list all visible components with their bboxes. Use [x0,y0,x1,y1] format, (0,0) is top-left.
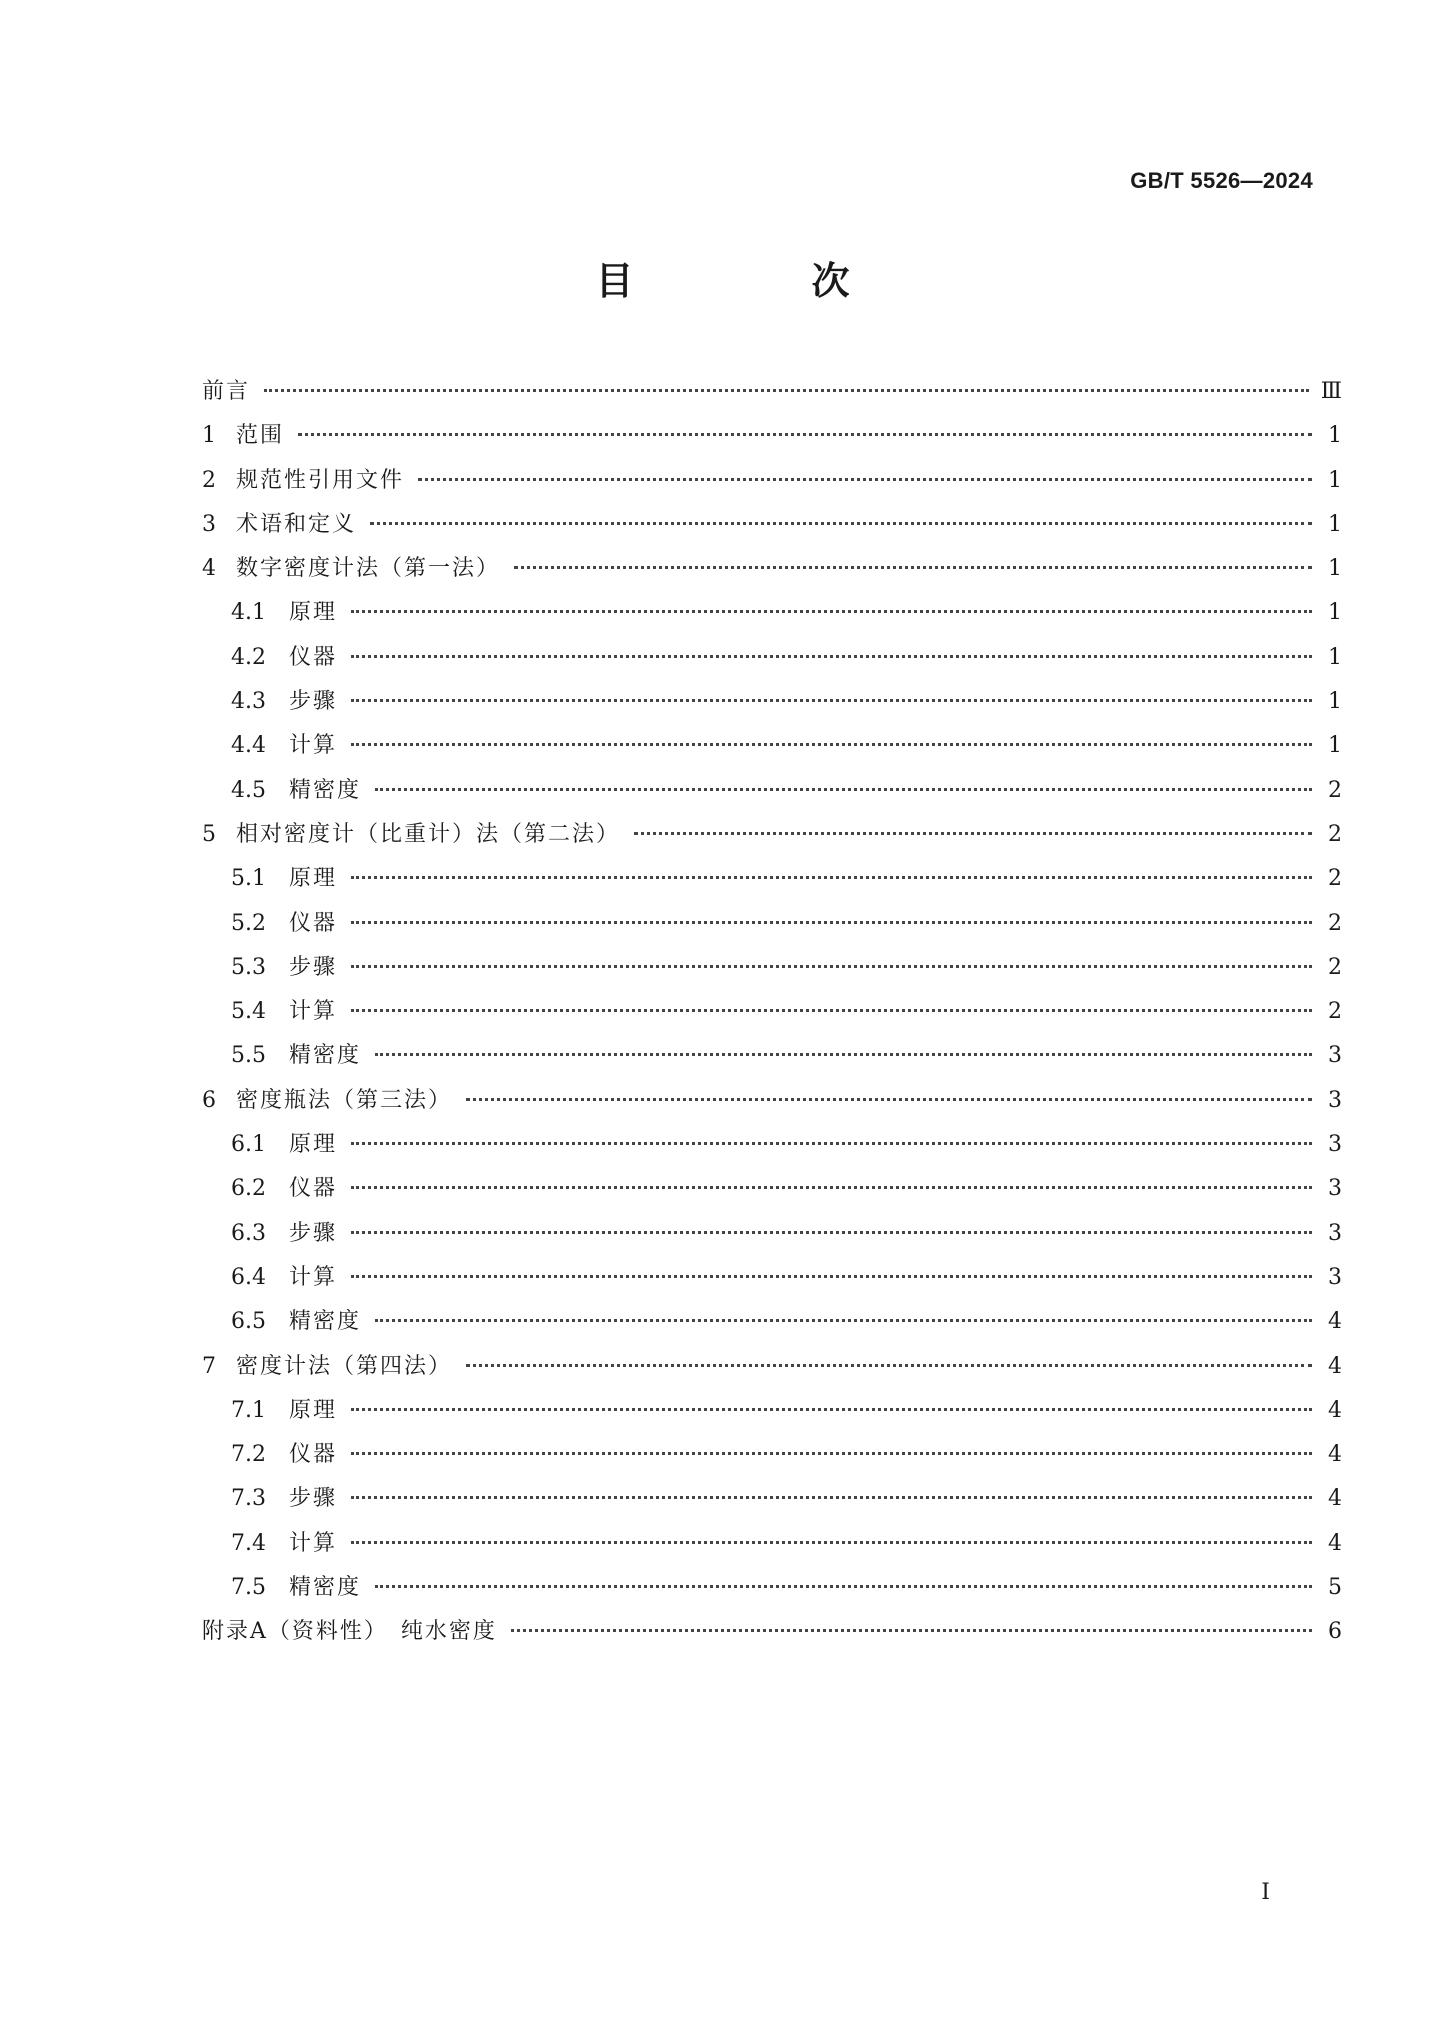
toc-entry-label: 精密度 [289,1043,362,1069]
toc-entry[interactable] [202,1566,1342,1610]
toc-entry[interactable] [202,1034,1342,1078]
toc-entry-label: 密度瓶法（第三法） [236,1087,453,1113]
toc-entry-page: 3 [1328,1087,1342,1113]
toc-entry-label: 原理 [289,600,338,626]
toc-entry-label: 前言 [202,379,251,404]
toc-entry-page: 3 [1328,1264,1342,1290]
toc-entry[interactable] [202,1522,1342,1566]
toc-entry-number: 2 [202,467,216,493]
toc-dot-leader [351,1275,1312,1278]
toc-entry[interactable] [202,813,1342,857]
toc-entry-label: 术语和定义 [236,511,357,537]
toc-entry-page: 2 [1328,999,1342,1025]
toc-dot-leader [466,1098,1312,1101]
toc-entry-label: 计算 [289,733,338,759]
toc-entry-page: 1 [1328,423,1342,449]
toc-entry-page: 4 [1328,1309,1342,1335]
toc-entry[interactable] [202,990,1342,1034]
toc-dot-leader [351,1142,1312,1145]
toc-dot-leader [634,832,1312,835]
toc-dot-leader [351,1009,1312,1012]
toc-entry[interactable] [202,414,1342,458]
toc-entry[interactable] [202,769,1342,813]
toc-entry-page: Ⅲ [1320,379,1342,404]
toc-entry-number: 4.1 [231,600,266,626]
toc-entry-number: 5.3 [231,954,266,980]
toc-entry-number: 6.3 [231,1220,266,1246]
toc-entry[interactable] [202,636,1342,680]
toc-entry-label: 规范性引用文件 [236,467,405,493]
toc-dot-leader [351,1496,1312,1499]
toc-entry-label: 步骤 [289,1486,338,1512]
toc-dot-leader [375,1319,1312,1322]
toc-entry[interactable] [202,1079,1342,1123]
toc-entry-label: 步骤 [289,689,338,715]
toc-entry-number: 1 [202,423,216,449]
toc-entry-number: 6.4 [231,1264,266,1290]
toc-entry[interactable] [202,459,1342,503]
toc-entry[interactable] [202,680,1342,724]
toc-title: 目 次 [595,259,920,303]
document-code: GB/T 5526—2024 [1130,168,1313,193]
toc-entry-label: 仪器 [289,1442,338,1468]
toc-entry[interactable] [202,591,1342,635]
toc-entry-number: 6.1 [231,1132,266,1158]
toc-entry[interactable] [202,857,1342,901]
toc-entry-label: 仪器 [289,910,338,936]
toc-entry-number: 7.4 [231,1530,266,1556]
toc-dot-leader [351,655,1312,658]
toc-entry-number: 7 [202,1353,216,1379]
toc-entry[interactable] [202,1123,1342,1167]
toc-entry-page: 3 [1328,1220,1342,1246]
toc-entry-label: 步骤 [289,1220,338,1246]
toc-entry-page: 2 [1328,954,1342,980]
toc-dot-leader [466,1364,1312,1367]
toc-entry-page: 3 [1328,1132,1342,1158]
toc-entry-label: 步骤 [289,954,338,980]
toc-entry-page: 3 [1328,1176,1342,1202]
toc-entry[interactable] [202,724,1342,768]
toc-entry-label: 附录A（资料性） 纯水密度 [202,1619,497,1645]
toc-entry-page: 1 [1328,600,1342,626]
toc-entry-page: 3 [1328,1043,1342,1069]
toc-dot-leader [418,478,1312,481]
toc-dot-leader [351,1452,1312,1455]
toc-entry-page: 4 [1328,1397,1342,1423]
toc-entry-page: 4 [1328,1486,1342,1512]
toc-dot-leader [351,1541,1312,1544]
toc-entry-number: 7.5 [231,1575,266,1601]
toc-entry-number: 4 [202,556,216,582]
toc-entry-page: 1 [1328,733,1342,759]
toc-entry[interactable] [202,1256,1342,1300]
table-of-contents [202,370,1342,1655]
toc-entry-number: 6 [202,1087,216,1113]
page-number: I [1261,1880,1270,1905]
toc-entry[interactable] [202,503,1342,547]
toc-entry-number: 4.5 [231,777,266,803]
toc-dot-leader [351,1186,1312,1189]
toc-entry-number: 4.3 [231,689,266,715]
toc-entry-label: 原理 [289,1132,338,1158]
toc-dot-leader [298,433,1312,436]
toc-entry[interactable] [202,1212,1342,1256]
toc-entry[interactable] [202,1477,1342,1521]
toc-dot-leader [351,1408,1312,1411]
toc-entry-page: 2 [1328,910,1342,936]
toc-entry-page: 4 [1328,1530,1342,1556]
toc-entry-label: 仪器 [289,1176,338,1202]
toc-entry-label: 原理 [289,866,338,892]
toc-entry-page: 6 [1328,1619,1342,1645]
toc-dot-leader [375,788,1312,791]
toc-dot-leader [351,699,1312,702]
toc-entry-number: 5.2 [231,910,266,936]
toc-entry-label: 原理 [289,1397,338,1423]
toc-entry[interactable] [202,1345,1342,1389]
toc-dot-leader [514,566,1312,569]
toc-entry-number: 7.1 [231,1397,266,1423]
toc-dot-leader [264,389,1309,392]
toc-entry-number: 4.4 [231,733,266,759]
toc-entry-number: 3 [202,511,216,537]
toc-entry-page: 5 [1328,1575,1342,1601]
toc-entry-page: 1 [1328,467,1342,493]
toc-entry[interactable] [202,1300,1342,1344]
toc-entry-page: 2 [1328,777,1342,803]
toc-entry-number: 5 [202,821,216,847]
toc-entry-label: 精密度 [289,777,362,803]
toc-dot-leader [375,1585,1312,1588]
toc-entry-number: 7.2 [231,1442,266,1468]
toc-entry-label: 计算 [289,1530,338,1556]
toc-dot-leader [351,610,1312,613]
toc-entry-label: 精密度 [289,1575,362,1601]
toc-dot-leader [351,743,1312,746]
toc-entry-number: 6.2 [231,1176,266,1202]
toc-entry-label: 计算 [289,1264,338,1290]
toc-entry-number: 5.1 [231,866,266,892]
toc-dot-leader [351,876,1312,879]
toc-dot-leader [375,1053,1312,1056]
toc-entry-number: 4.2 [231,644,266,670]
toc-entry[interactable] [202,902,1342,946]
toc-dot-leader [351,1231,1312,1234]
toc-entry[interactable] [202,547,1342,591]
toc-entry-label: 密度计法（第四法） [236,1353,453,1379]
toc-entry-page: 1 [1328,556,1342,582]
toc-entry-page: 1 [1328,511,1342,537]
toc-entry-label: 数字密度计法（第一法） [236,556,501,582]
toc-dot-leader [370,522,1312,525]
toc-entry-page: 4 [1328,1353,1342,1379]
toc-dot-leader [351,965,1312,968]
toc-entry[interactable] [202,1610,1342,1654]
toc-dot-leader [511,1629,1312,1632]
toc-entry-number: 5.4 [231,999,266,1025]
toc-entry-number: 5.5 [231,1043,266,1069]
toc-entry-label: 仪器 [289,644,338,670]
toc-entry-number: 7.3 [231,1486,266,1512]
toc-entry[interactable] [202,946,1342,990]
toc-entry-page: 1 [1328,644,1342,670]
toc-entry-page: 4 [1328,1442,1342,1468]
toc-entry-page: 2 [1328,821,1342,847]
toc-dot-leader [351,921,1312,924]
toc-entry-label: 计算 [289,999,338,1025]
toc-entry-page: 1 [1328,689,1342,715]
toc-entry[interactable] [202,1167,1342,1211]
toc-entry-label: 相对密度计（比重计）法（第二法） [236,821,621,847]
toc-entry-page: 2 [1328,866,1342,892]
toc-entry[interactable] [202,370,1342,414]
toc-entry-label: 范围 [236,423,285,449]
toc-entry[interactable] [202,1389,1342,1433]
toc-entry-number: 6.5 [231,1309,266,1335]
toc-entry-label: 精密度 [289,1309,362,1335]
toc-entry[interactable] [202,1433,1342,1477]
